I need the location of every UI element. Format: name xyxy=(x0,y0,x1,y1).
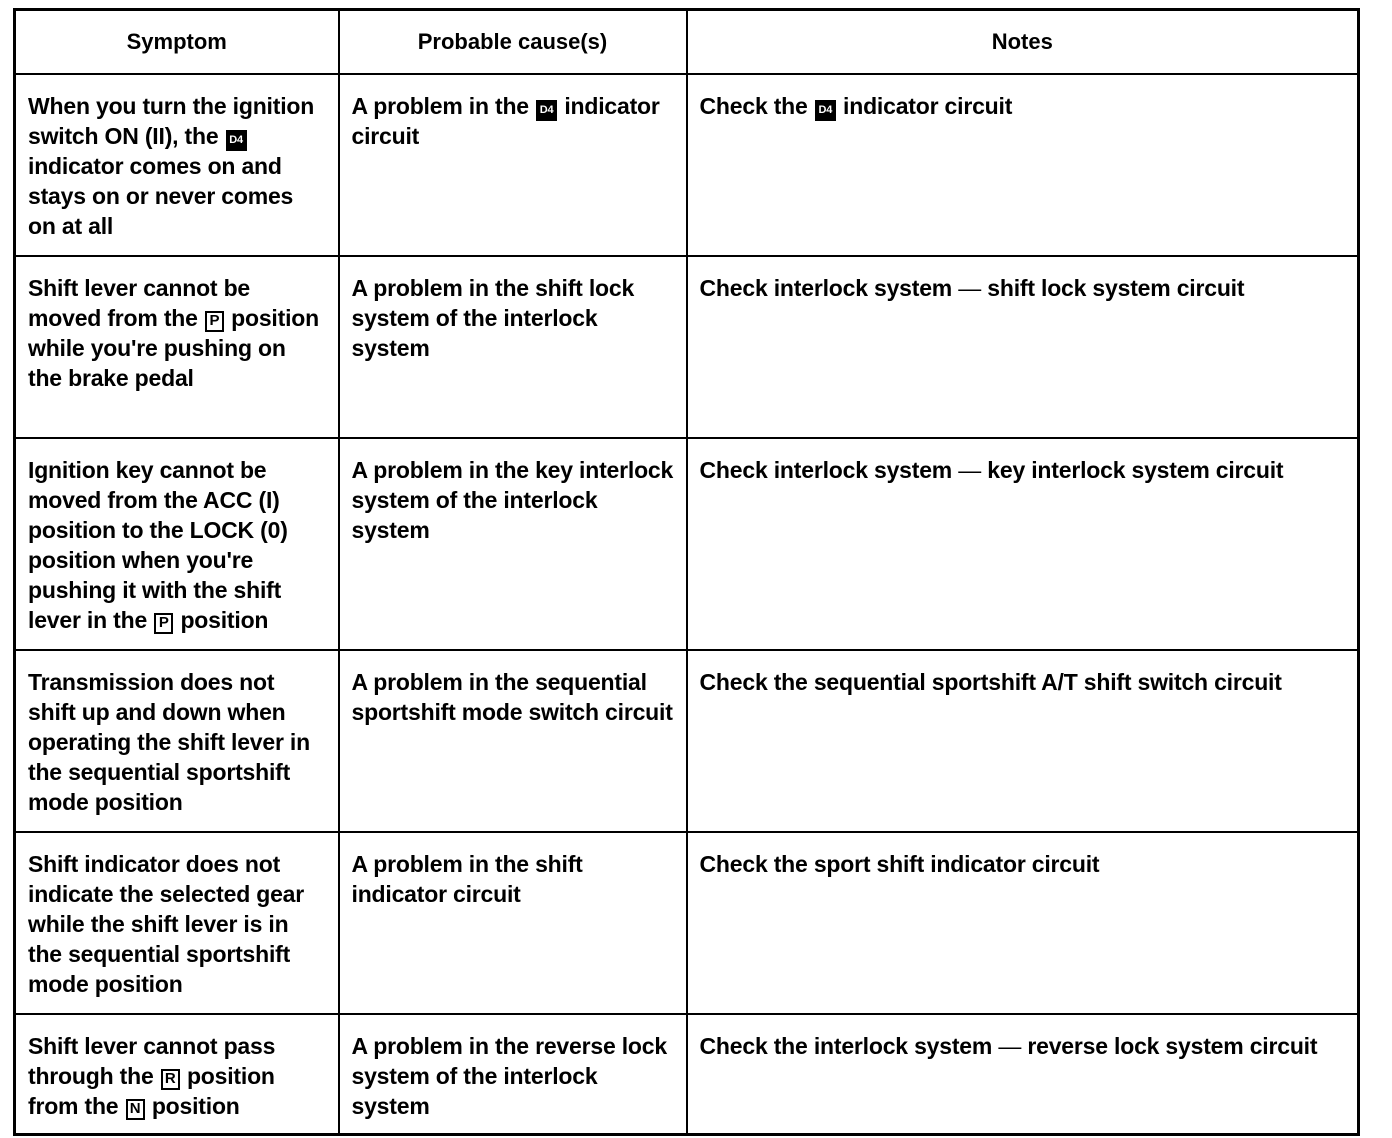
symptom-cell: Shift indicator does not indicate the selected gear while the shift lever is in the sequential sportshift mode position xyxy=(15,832,339,1014)
header-row xyxy=(15,10,1359,75)
notes-cell: Check the sport shift indicator circuit xyxy=(687,832,1359,1014)
troubleshooting-table xyxy=(13,8,1360,1136)
d4-indicator-icon: D4 xyxy=(226,130,247,151)
symptom-cell: When you turn the ignition switch ON (II), the D4 indicator comes on and stays on or never comes on at all xyxy=(15,74,339,256)
symptom-cell: Transmission does not shift up and down when operating the shift lever in the sequential sportshift mode position xyxy=(15,650,339,832)
header-notes: Notes xyxy=(687,10,1359,75)
notes-cell: Check the interlock system — reverse lock system circuit xyxy=(687,1014,1359,1135)
reverse-position-icon: R xyxy=(161,1069,180,1090)
park-position-icon: P xyxy=(154,613,173,634)
cause-cell: A problem in the key interlock system of the interlock system xyxy=(339,438,687,650)
symptom-cell: Ignition key cannot be moved from the ACC (I) position to the LOCK (0) position when you're pushing it with the shift lever in the P position xyxy=(15,438,339,650)
table-row xyxy=(15,1014,1359,1135)
park-position-icon: P xyxy=(205,311,224,332)
d4-indicator-icon: D4 xyxy=(815,100,836,121)
notes-cell: Check interlock system — shift lock system circuit xyxy=(687,256,1359,438)
symptom-cell: Shift lever cannot pass through the R position from the N position xyxy=(15,1014,339,1135)
table-row xyxy=(15,650,1359,832)
notes-cell: Check interlock system — key interlock system circuit xyxy=(687,438,1359,650)
cause-cell: A problem in the sequential sportshift mode switch circuit xyxy=(339,650,687,832)
header-probable-causes: Probable cause(s) xyxy=(339,10,687,75)
symptom-cell: Shift lever cannot be moved from the P position while you're pushing on the brake pedal xyxy=(15,256,339,438)
cause-cell: A problem in the shift lock system of the interlock system xyxy=(339,256,687,438)
table-row xyxy=(15,832,1359,1014)
neutral-position-icon: N xyxy=(126,1099,145,1120)
d4-indicator-icon: D4 xyxy=(536,100,557,121)
cause-cell: A problem in the D4 indicator circuit xyxy=(339,74,687,256)
header-symptom: Symptom xyxy=(15,10,339,75)
notes-cell: Check the D4 indicator circuit xyxy=(687,74,1359,256)
cause-cell: A problem in the reverse lock system of the interlock system xyxy=(339,1014,687,1135)
table-row xyxy=(15,74,1359,256)
table-row xyxy=(15,438,1359,650)
cause-cell: A problem in the shift indicator circuit xyxy=(339,832,687,1014)
table-row xyxy=(15,256,1359,438)
notes-cell: Check the sequential sportshift A/T shift switch circuit xyxy=(687,650,1359,832)
